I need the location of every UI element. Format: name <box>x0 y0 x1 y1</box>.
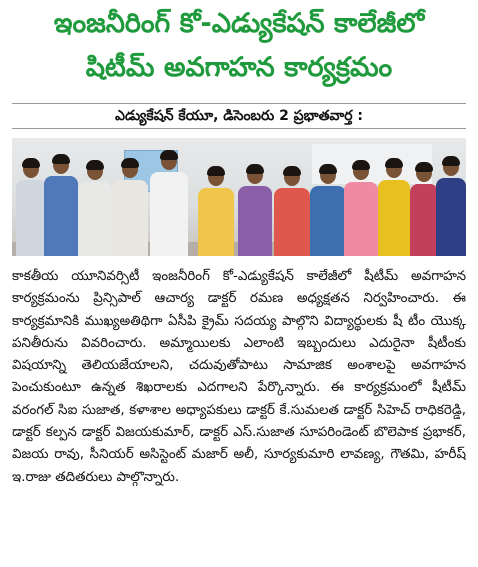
photo-person <box>410 164 438 256</box>
photo-person <box>44 156 78 256</box>
photo-person-clothing <box>16 180 46 256</box>
photo-person <box>78 162 112 256</box>
photo-person-hair <box>352 160 370 170</box>
photo-person-clothing <box>112 180 148 256</box>
photo-person-clothing <box>44 176 78 256</box>
photo-person <box>436 158 466 256</box>
photo-person-clothing <box>150 172 188 256</box>
photo-person-hair <box>385 158 403 168</box>
photo-person <box>150 152 188 256</box>
headline-line-2: షిటీమ్ అవగాహన కార్యక్రమం <box>85 52 393 83</box>
photo-person-hair <box>246 164 264 174</box>
photo-person-clothing <box>378 180 410 256</box>
photo-person-hair <box>160 150 178 160</box>
photo-person <box>378 160 410 256</box>
article-body: కాకతీయ యూనివర్సిటీ ఇంజనీరింగ్ కో-ఎడ్యుకేషన్ కాలేజీలో షీటీమ్ అవగాహన కార్యక్రమంను ప్రిన్సిపాల్ ఆచార్య డాక్టర్ రమణ అధ్యక్షతన నిర్వహించారు. ఈ కార్యక్రమానికి ముఖ్యఅతిథిగా ఏసీపి క్రైమ్ సదయ్య పాల్గొని విద్యార్థులకు షీ టీం యొక్క పనితీరును వివరించారు. అమ్మాయిలకు ఎలాంటి ఇబ్బందులు ఎదురైనా షీటీంకు విషయాన్ని తెలియజేయాలని, చదువుతోపాటు సామాజిక అంశాలపై అవగాహన పెంచుకుంటూ ఉన్నత శిఖరాలకు ఎదగాలని పేర్కొన్నారు. ఈ కార్యక్రమంలో షీటీమ్ వరంగల్ సిఐ సుజాత, కళాశాల అధ్యాపకులు డాక్టర్ కే.సుమలత డాక్టర్ సిహెచ్ రాధికరెడ్డి, డాక్టర్ కల్పన డాక్టర్ విజయకుమార్, డాక్టర్ ఎస్.సుజాత సూపరిండెంట్ బొలెపాక ప్రభాకర్, విజయ రావు, సీనియర్ అసిస్టెంట్ మజార్ అలీ, సూర్యకుమారి లావణ్య, గౌతమి, హరీష్ ఇ.రాజు తదితరులు పాల్గొన్నారు. <box>12 269 466 485</box>
photo-person <box>198 168 234 256</box>
photo-person-clothing <box>78 182 112 256</box>
photo-person-hair <box>442 156 460 166</box>
dateline-bottom-rule <box>12 128 466 129</box>
photo-person-hair <box>207 166 225 176</box>
photo-person-clothing <box>410 184 438 256</box>
group-photo <box>12 138 466 256</box>
photo-person-clothing <box>238 186 272 256</box>
photo-person-hair <box>319 164 337 174</box>
photo-person-hair <box>121 158 139 168</box>
photo-person-clothing <box>436 178 466 256</box>
photo-person-hair <box>52 154 70 164</box>
photo-person-clothing <box>274 188 310 256</box>
photo-person <box>274 168 310 256</box>
photo-person-clothing <box>310 186 346 256</box>
photo-person-hair <box>22 158 40 168</box>
photo-person-hair <box>283 166 301 176</box>
dateline: ఎడ్యుకేషన్ కేయూ, డిసెంబరు 2 ప్రభాతవార్త : <box>115 108 363 124</box>
photo-person-clothing <box>344 182 378 256</box>
photo-person-hair <box>415 162 433 172</box>
photo-person <box>238 166 272 256</box>
headline-line-1: ఇంజనీరింగ్ కో-ఎడ్యుకేషన్ కాలేజీలో <box>53 8 425 39</box>
photo-person <box>344 162 378 256</box>
photo-person <box>112 160 148 256</box>
photo-person-hair <box>86 160 104 170</box>
photo-person <box>310 166 346 256</box>
photo-person <box>16 160 46 256</box>
photo-person-clothing <box>198 188 234 256</box>
